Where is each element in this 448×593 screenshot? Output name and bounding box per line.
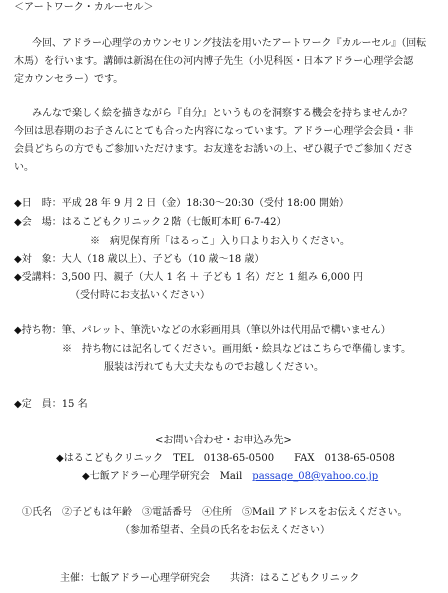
document-heading: ＜アートワーク・カルーセル＞ [14,2,154,13]
body-line-1: みんなで楽しく絵を描きながら『自分』というものを洞察する機会を持ちませんか？ [32,108,412,119]
body-line-2: 今回は思春期のお子さんにとても合った内容になっています。アドラー心理学会会員・非 [14,126,414,137]
intro-line-2: 木馬）を行います。講師は新潟在住の河内博子先生（小児科医・日本アドラー心理学会認 [14,56,414,67]
items-note-1: ※ 持ち物には記名してください。画用紙・絵具などはこちらで準備します。 [62,344,412,355]
venue-note: ※ 病児保育所「はるっこ」入り口よりお入りください。 [90,236,350,247]
items-note-2: 服装は汚れても大丈夫なものでお越しください。 [104,362,324,373]
footer-organizers: 主催：七飯アドラー心理学研究会 共済：はるこどもクリニック [60,573,360,584]
contact-society [82,469,378,484]
event-capacity: ◆定 員：15 名 [14,399,88,410]
contact-heading: <お問い合わせ・お申込み先> [155,435,292,446]
event-fee: ◆受講料：3,500 円、親子（大人 1 名 ＋ 子ども 1 名）だと 1 組み 6,000 円 [14,272,363,283]
intro-line-3: 定カウンセラー）です。 [14,74,124,85]
contact-clinic: ◆はるこどもクリニック TEL 0138-65-0500 FAX 0138-65-0508 [56,453,395,464]
fee-note: （受付時にお支払いください） [70,290,210,301]
body-line-4: い。 [14,162,34,173]
event-date: ◆日 時：平成 28 年 9 月 2 日（金）18:30～20:30（受付 18:00 開始） [14,198,350,209]
contact-society-label: ◆七飯アドラー心理学研究会 Mail [82,471,253,482]
request-line-2: （参加希望者、全員の氏名をお伝えください） [120,525,330,536]
body-line-3: 会員どちらの方でもご参加いただけます。お友達をお誘いの上、ぜひ親子でご参加くださ [14,144,414,155]
intro-line-1: 今回、アドラー心理学のカウンセリング技法を用いたアートワーク『カルーセル』（回転 [32,38,427,49]
event-venue: ◆会 場：はるこどもクリニック２階（七飯町本町 6-7-42） [14,217,287,228]
email-link[interactable]: passage_08@yahoo.co.jp [252,471,379,482]
event-items: ◆持ち物：筆、パレット、筆洗いなどの水彩画用具（筆以外は代用品で構いません） [14,325,391,336]
request-line-1: ①氏名 ②子どもは年齢 ③電話番号 ④住所 ⑤Mail アドレスをお伝えください。 [22,507,408,518]
event-target: ◆対 象：大人（18 歳以上）、子ども（10 歳～18 歳） [14,254,265,265]
